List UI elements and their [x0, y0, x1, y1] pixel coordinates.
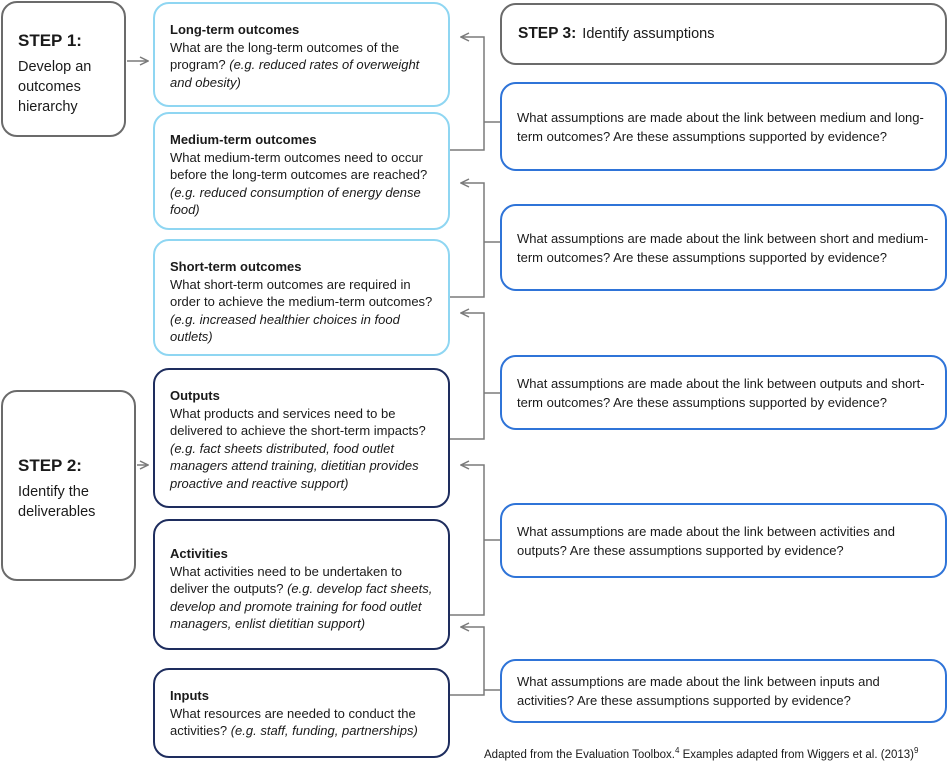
long-term-outcomes-box: [153, 2, 450, 107]
inputs-example: (e.g. staff, funding, partnerships): [230, 723, 418, 738]
step1-subtitle: Develop an outcomes hierarchy: [18, 59, 92, 115]
footnote-part1: Adapted from the Evaluation Toolbox.: [484, 748, 675, 761]
long-term-outcomes-example: (e.g. reduced rates of overweight and obesity): [170, 57, 420, 90]
step3-box: [500, 3, 947, 65]
activities-title: Activities: [170, 546, 228, 561]
assumption-inputs-activities-text: What assumptions are made about the link between inputs and activities? Are these assumptions supported by evidence?: [517, 674, 880, 708]
medium-term-outcomes-box: [153, 112, 450, 230]
step2-subtitle: Identify the deliverables: [18, 484, 96, 520]
step1-box: [1, 1, 126, 137]
bracket-activities-outputs: [450, 465, 484, 615]
short-term-outcomes-example: (e.g. increased healthier choices in food outlets): [170, 311, 400, 344]
step3-subtitle: Identify assumptions: [582, 26, 715, 42]
footnote-ref-2: 9: [914, 746, 919, 755]
assumption-outputs-short: [500, 355, 947, 430]
inputs-desc: What resources are needed to conduct the activities?: [170, 705, 416, 738]
activities-desc: What activities need to be undertaken to deliver the outputs?: [170, 563, 402, 596]
outputs-example: (e.g. fact sheets distributed, food outlet managers attend training, dietitian provides proactive and reactive support): [170, 440, 419, 491]
medium-term-outcomes-title: Medium-term outcomes: [170, 132, 317, 147]
outputs-title: Outputs: [170, 388, 220, 403]
activities-example: (e.g. develop fact sheets, develop and promote training for food outlet managers, enlist dietitian support): [170, 581, 433, 631]
outputs-desc: What products and services need to be delivered to achieve the short-term impacts?: [170, 405, 426, 438]
assumption-outputs-short-text: What assumptions are made about the link between outputs and short-term outcomes? Are these assumptions supported by evidence?: [517, 375, 925, 410]
assumption-inputs-activities: [500, 659, 947, 723]
footnote-ref-1: 4: [674, 746, 680, 755]
outputs-box: [153, 368, 450, 508]
assumption-activities-outputs: [500, 503, 947, 578]
long-term-outcomes-title: Long-term outcomes: [170, 22, 300, 37]
medium-term-outcomes-desc: What medium-term outcomes need to occur before the long-term outcomes are reached?: [170, 149, 428, 182]
inputs-title: Inputs: [170, 688, 209, 703]
short-term-outcomes-title: Short-term outcomes: [170, 259, 302, 274]
source-footnote: [484, 746, 918, 761]
activities-box: [153, 519, 450, 650]
footnote-part2: Examples adapted from Wiggers et al. (2013): [679, 748, 914, 761]
bracket-short-medium: [450, 183, 484, 297]
step3-title: STEP 3:: [518, 25, 577, 42]
assumption-short-medium-text: What assumptions are made about the link between short and medium-term outcomes? Are these assumptions supported by evidence?: [517, 230, 929, 265]
assumption-medium-long: [500, 82, 947, 171]
bracket-inputs-activities: [450, 627, 484, 695]
bracket-outputs-short: [450, 313, 484, 439]
short-term-outcomes-desc: What short-term outcomes are required in order to achieve the medium-term outcomes?: [170, 276, 433, 309]
medium-term-outcomes-example: (e.g. reduced consumption of energy dense food): [170, 184, 421, 217]
step2-box: [1, 390, 136, 581]
short-term-outcomes-box: [153, 239, 450, 356]
assumption-short-medium: [500, 204, 947, 291]
step2-title: STEP 2:: [18, 456, 82, 475]
assumption-activities-outputs-text: What assumptions are made about the link between activities and outputs? Are these assumptions supported by evidence?: [517, 523, 895, 558]
assumption-medium-long-text: What assumptions are made about the link between medium and long-term outcomes? Are these assumptions supported by evidence?: [517, 109, 924, 144]
step1-title: STEP 1:: [18, 31, 82, 50]
long-term-outcomes-desc: What are the long-term outcomes of the program?: [170, 39, 400, 72]
inputs-box: [153, 668, 450, 758]
bracket-medium-long: [450, 37, 484, 150]
